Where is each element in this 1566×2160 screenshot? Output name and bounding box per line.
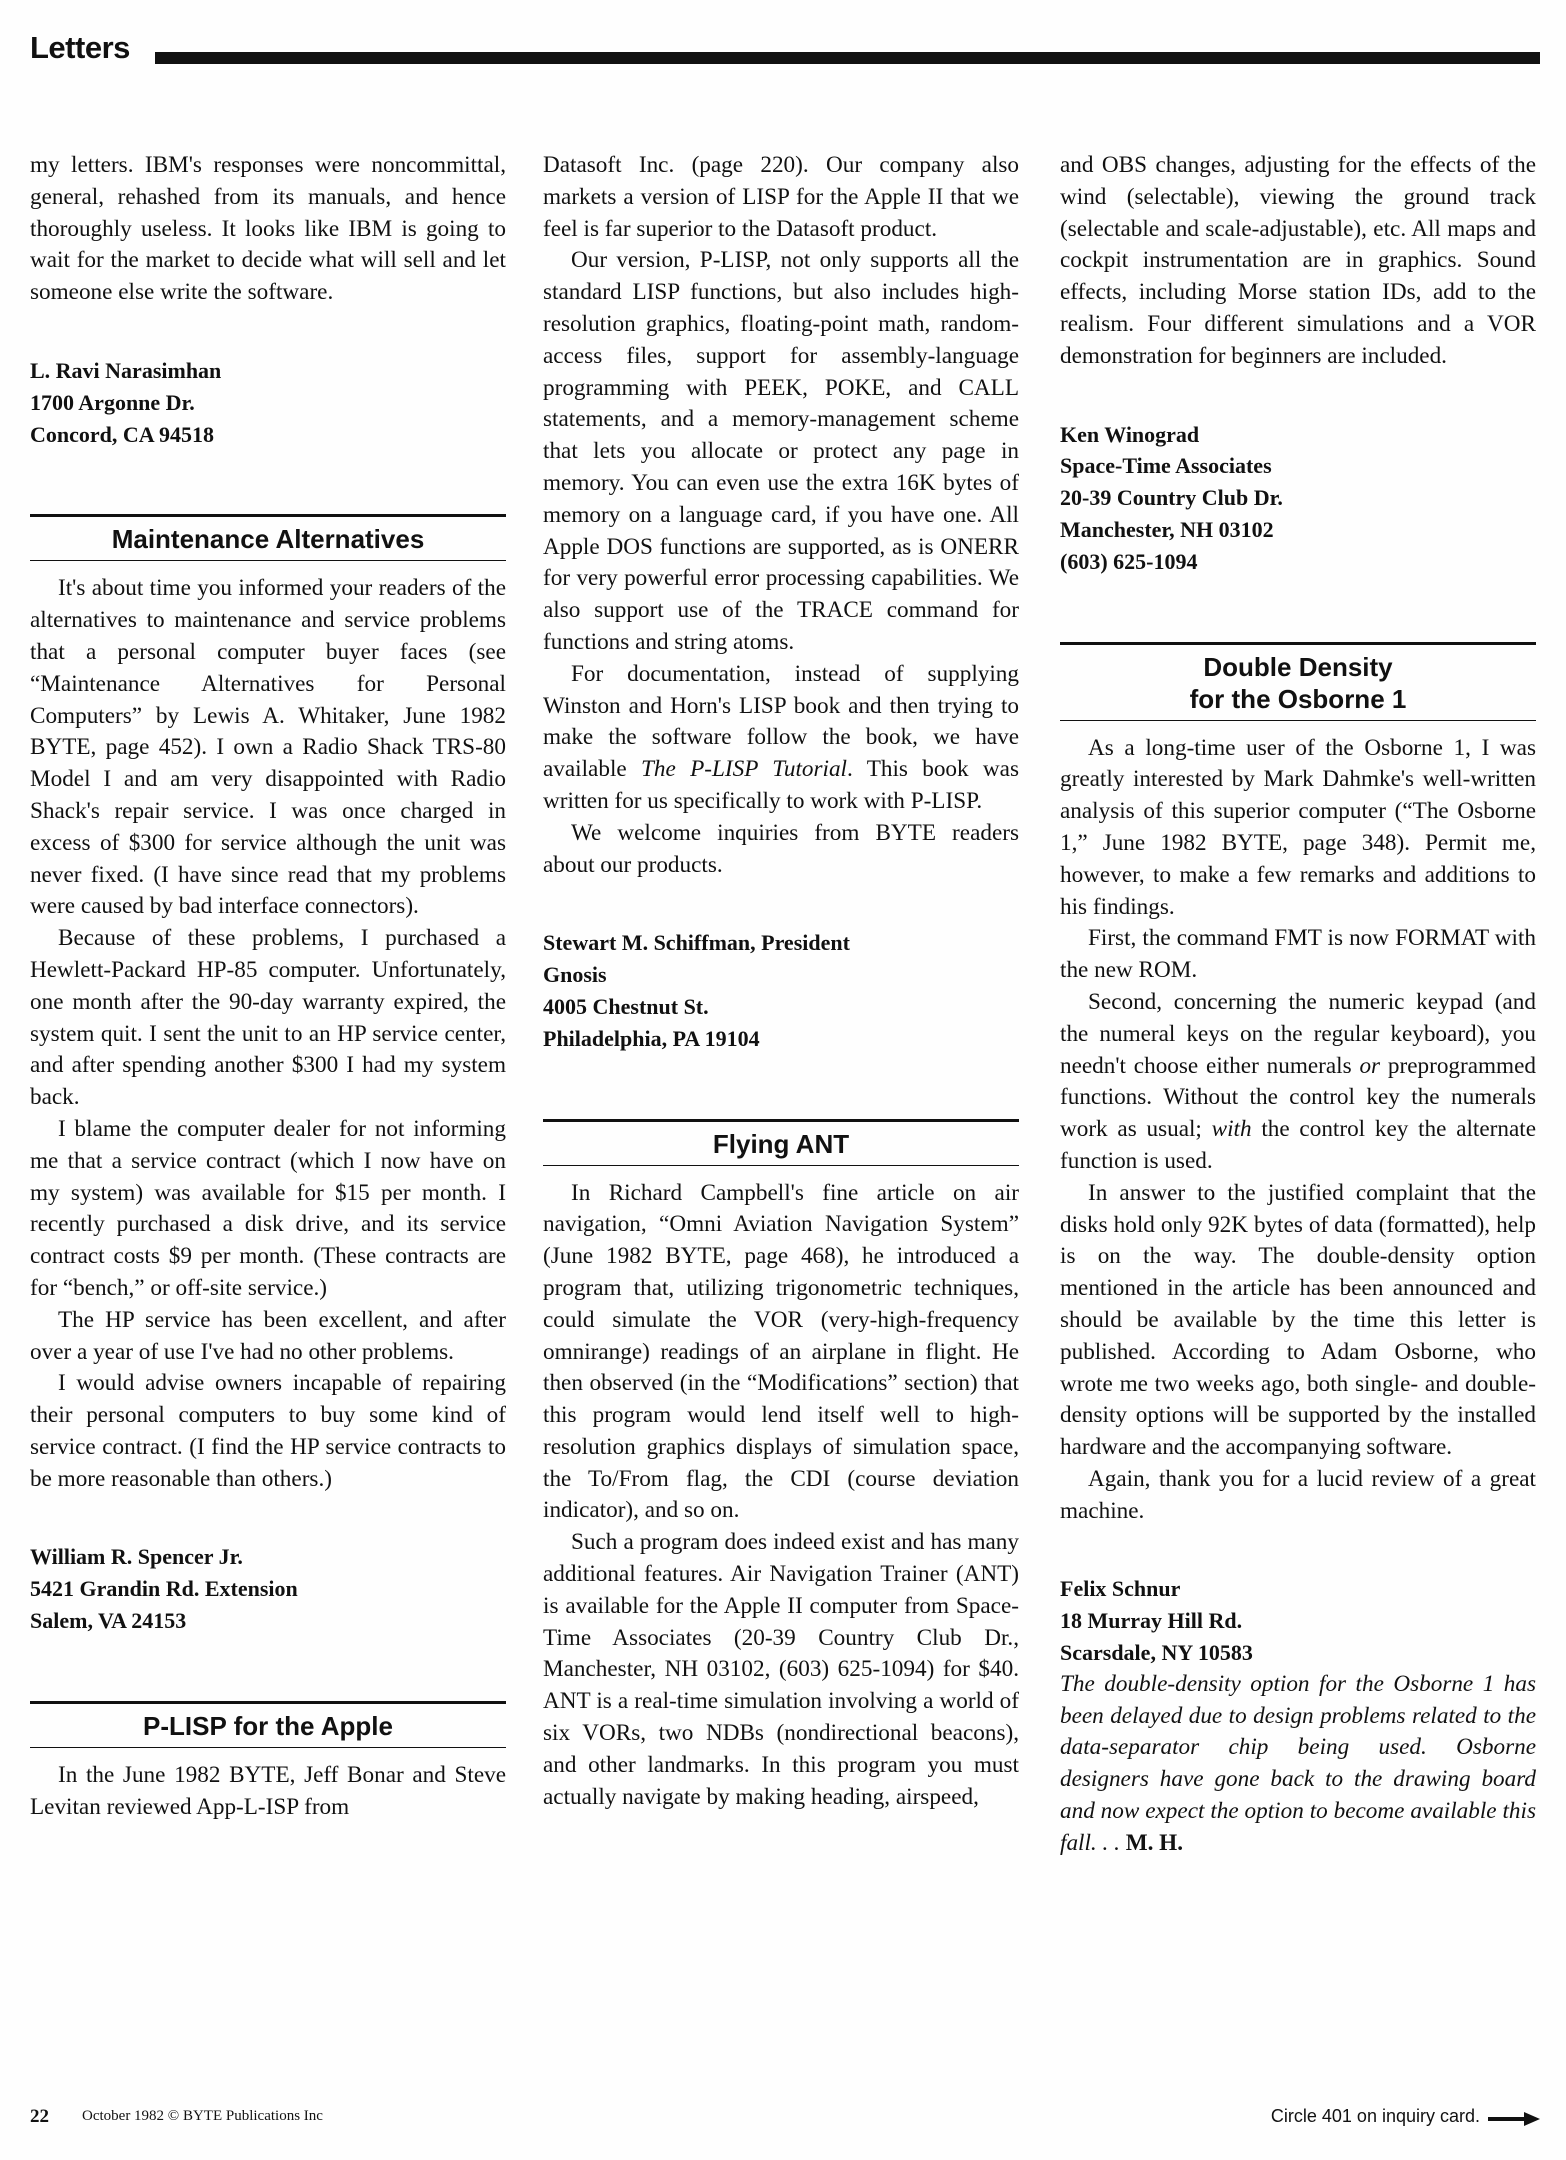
publication-line: October 1982 © BYTE Publications Inc (82, 2108, 323, 2124)
heading-double-density (1060, 642, 1536, 721)
heading-line: for the Osborne 1 (1189, 683, 1407, 714)
signature-line: Manchester, NH 03102 (1060, 516, 1274, 542)
signature-schnur (1060, 1573, 1536, 1668)
editor-initials: M. H. (1125, 1829, 1184, 1856)
text-run: the control key the alternate function is used. (1060, 1116, 1537, 1174)
paragraph: We welcome inquiries from BYTE readers about our products. (543, 819, 1019, 878)
column-1 (30, 150, 506, 1823)
signature-line: Stewart M. Schiffman, President (543, 930, 850, 956)
text-run: . This book was written for us specifically to work with P-LISP. (543, 756, 1019, 814)
text-run: Second, concerning the numeric keypad (and the numeral keys on the regular keyboard), you needn't choose either numerals (1060, 988, 1536, 1079)
signature-line: Scarsdale, NY 10583 (1060, 1640, 1253, 1666)
text-run: preprogrammed functions. Without the control key the numerals work as usual; (1060, 1052, 1536, 1143)
paragraph: It's about time you informed your readers of the alternatives to maintenance and service problems that a personal computer buyer faces (see “Maintenance Alternatives for Personal Computers” by Lewis A. Whitaker, June 1982 BYTE, page 452). I own a Radio Shack TRS-80 Model I and am very disappointed with Radio Shack's repair service. I was once charged in excess of $300 for service although the unit was never fixed. (I have since read that my problems were caused by bad interface connectors). (30, 575, 506, 920)
paragraph: In Richard Campbell's fine article on air navigation, “Omni Aviation Navigation System” (June 1982 BYTE, page 468), he introduced a program that, utilizing trigonometric techniques, could simulate the VOR (very-high-frequency omnirange) readings of an airplane in flight. He then observed (in the “Modifications” section) that this program would lend itself well to high-resolution graphics displays of simulation space, the To/From flag, the CDI (course deviation indicator), and so on. (543, 1179, 1019, 1524)
paragraph: I would advise owners incapable of repairing their personal computers to buy some kind of service contract. (I find the HP service contracts to be more reasonable than others.) (30, 1370, 506, 1492)
paragraph: Again, thank you for a lucid review of a great machine. (1060, 1465, 1536, 1524)
heading-flying-ant: Flying ANT (543, 1119, 1019, 1166)
letter-continuation: and OBS changes, adjusting for the effects of the wind (selectable), viewing the ground track (selectable and scale-adjustable), etc. All maps and cockpit instrumentation are in graphics. Sound effects, including Morse station IDs, add to the realism. Four different simulations and a VOR demonstration for beginners are included. (1060, 152, 1536, 369)
text-run: For documentation, instead of supplying Winston and Horn's LISP book and then trying to make the software follow the book, we have available (543, 660, 1019, 783)
signature-line: (603) 625-1094 (1060, 548, 1198, 574)
paragraph: Our version, P-LISP, not only supports all the standard LISP functions, but also includes high-resolution graphics, floating-point math, random-access files, support for assembly-language programming with PEEK, POKE, and CALL statements, and a memory-management scheme that lets you allocate or protect any page in memory. You can even use the extra 16K bytes of memory on a language card, if you have one. All Apple DOS functions are supported, as is ONERR for very powerful error processing capabilities. We also support use of the TRACE command for functions and string atoms. (543, 247, 1019, 655)
paragraph: The HP service has been excellent, and after over a year of use I've had no other problems. (30, 1306, 506, 1365)
paragraph: In the June 1982 BYTE, Jeff Bonar and Steve Levitan reviewed App-L-ISP from (30, 1761, 506, 1820)
column-2 (543, 150, 1019, 1813)
book-title: The P-LISP Tutorial (641, 756, 848, 783)
signature-spencer (30, 1541, 506, 1636)
page-footer (30, 2106, 1540, 2136)
signature-line: 20-39 Country Club Dr. (1060, 485, 1283, 511)
signature-line: Gnosis (543, 962, 607, 988)
signature-line: 5421 Grandin Rd. Extension (30, 1576, 298, 1602)
paragraph-documentation (543, 659, 1019, 818)
arrow-right-icon (1488, 2112, 1540, 2126)
paragraph: I blame the computer dealer for not informing me that a service contract (which I now have on my system) was available for $15 per month. I recently purchased a disk drive, and its service contract costs $9 per month. (These contracts are for “bench,” or off-site service.) (30, 1115, 506, 1301)
emphasis: with (1211, 1116, 1252, 1143)
signature-line: William R. Spencer Jr. (30, 1544, 243, 1570)
header-rule (155, 52, 1540, 64)
column-3 (1060, 150, 1536, 1860)
heading-line: Double Density (1203, 651, 1393, 682)
page-header (30, 30, 1540, 70)
paragraph: As a long-time user of the Osborne 1, I was greatly interested by Mark Dahmke's well-written analysis of this superior computer (“The Osborne 1,” June 1982 BYTE, page 348). Permit me, however, to make a few remarks and additions to his findings. (1060, 734, 1536, 920)
section-title: Letters (30, 30, 130, 65)
signature-line: Felix Schnur (1060, 1576, 1181, 1602)
paragraph: First, the command FMT is now FORMAT with the new ROM. (1060, 925, 1536, 984)
signature-line: Concord, CA 94518 (30, 421, 214, 447)
letter-continuation: Datasoft Inc. (page 220). Our company also markets a version of LISP for the Apple II that we feel is far superior to the Datasoft product. (543, 152, 1019, 242)
inquiry-card-note: Circle 401 on inquiry card. (1270, 2106, 1480, 2126)
signature-line: Ken Winograd (1060, 421, 1200, 447)
letter-continuation: my letters. IBM's responses were noncommittal, general, rehashed from its manuals, and hence thoroughly useless. It looks like IBM is going to wait for the market to decide what will sell and let someone else write the software. (30, 152, 506, 306)
signature-line: Space-Time Associates (1060, 453, 1272, 479)
heading-plisp: P-LISP for the Apple (30, 1701, 506, 1748)
paragraph: Because of these problems, I purchased a Hewlett-Packard HP-85 computer. Unfortunately, one month after the 90-day warranty expired, the system quit. I sent the unit to an HP service center, and after spending another $300 I had my system back. (30, 925, 506, 1111)
signature-narasimhan (30, 355, 506, 450)
signature-winograd (1060, 419, 1536, 578)
signature-line: Philadelphia, PA 19104 (543, 1025, 760, 1051)
emphasis: or (1359, 1052, 1381, 1079)
page-number: 22 (30, 2106, 49, 2127)
signature-schiffman (543, 927, 1019, 1054)
signature-line: 4005 Chestnut St. (543, 993, 709, 1019)
signature-line: 1700 Argonne Dr. (30, 389, 195, 415)
signature-line: L. Ravi Narasimhan (30, 357, 222, 383)
editor-note (1060, 1669, 1536, 1860)
paragraph-keypad (1060, 987, 1536, 1178)
signature-line: 18 Murray Hill Rd. (1060, 1608, 1243, 1634)
heading-maintenance-alternatives: Maintenance Alternatives (30, 514, 506, 561)
paragraph: Such a program does indeed exist and has many additional features. Air Navigation Trainer (ANT) is available for the Apple II computer from Space-Time Associates (20-39 Country Club Dr., Manchester, NH 03102, (603) 625-1094) for $40. ANT is a real-time simulation involving a world of six VORs, two NDBs (nondirectional beacons), and other landmarks. In this program you must actually navigate by making heading, airspeed, (543, 1529, 1019, 1810)
paragraph: In answer to the justified complaint that the disks hold only 92K bytes of data (formatted), help is on the way. The double-density option mentioned in the article has been announced and should be available by the time this letter is published. According to Adam Osborne, who wrote me two weeks ago, both single- and double-density options will be supported by the installed hardware and the accompanying software. (1060, 1179, 1536, 1461)
signature-line: Salem, VA 24153 (30, 1608, 187, 1634)
editor-note-text: The double-density option for the Osborne 1 has been delayed due to design problems related to the data-separator chip being used. Osborne designers have gone back to the drawing board and now expect the option to become available this fall. . . (1060, 1670, 1536, 1856)
